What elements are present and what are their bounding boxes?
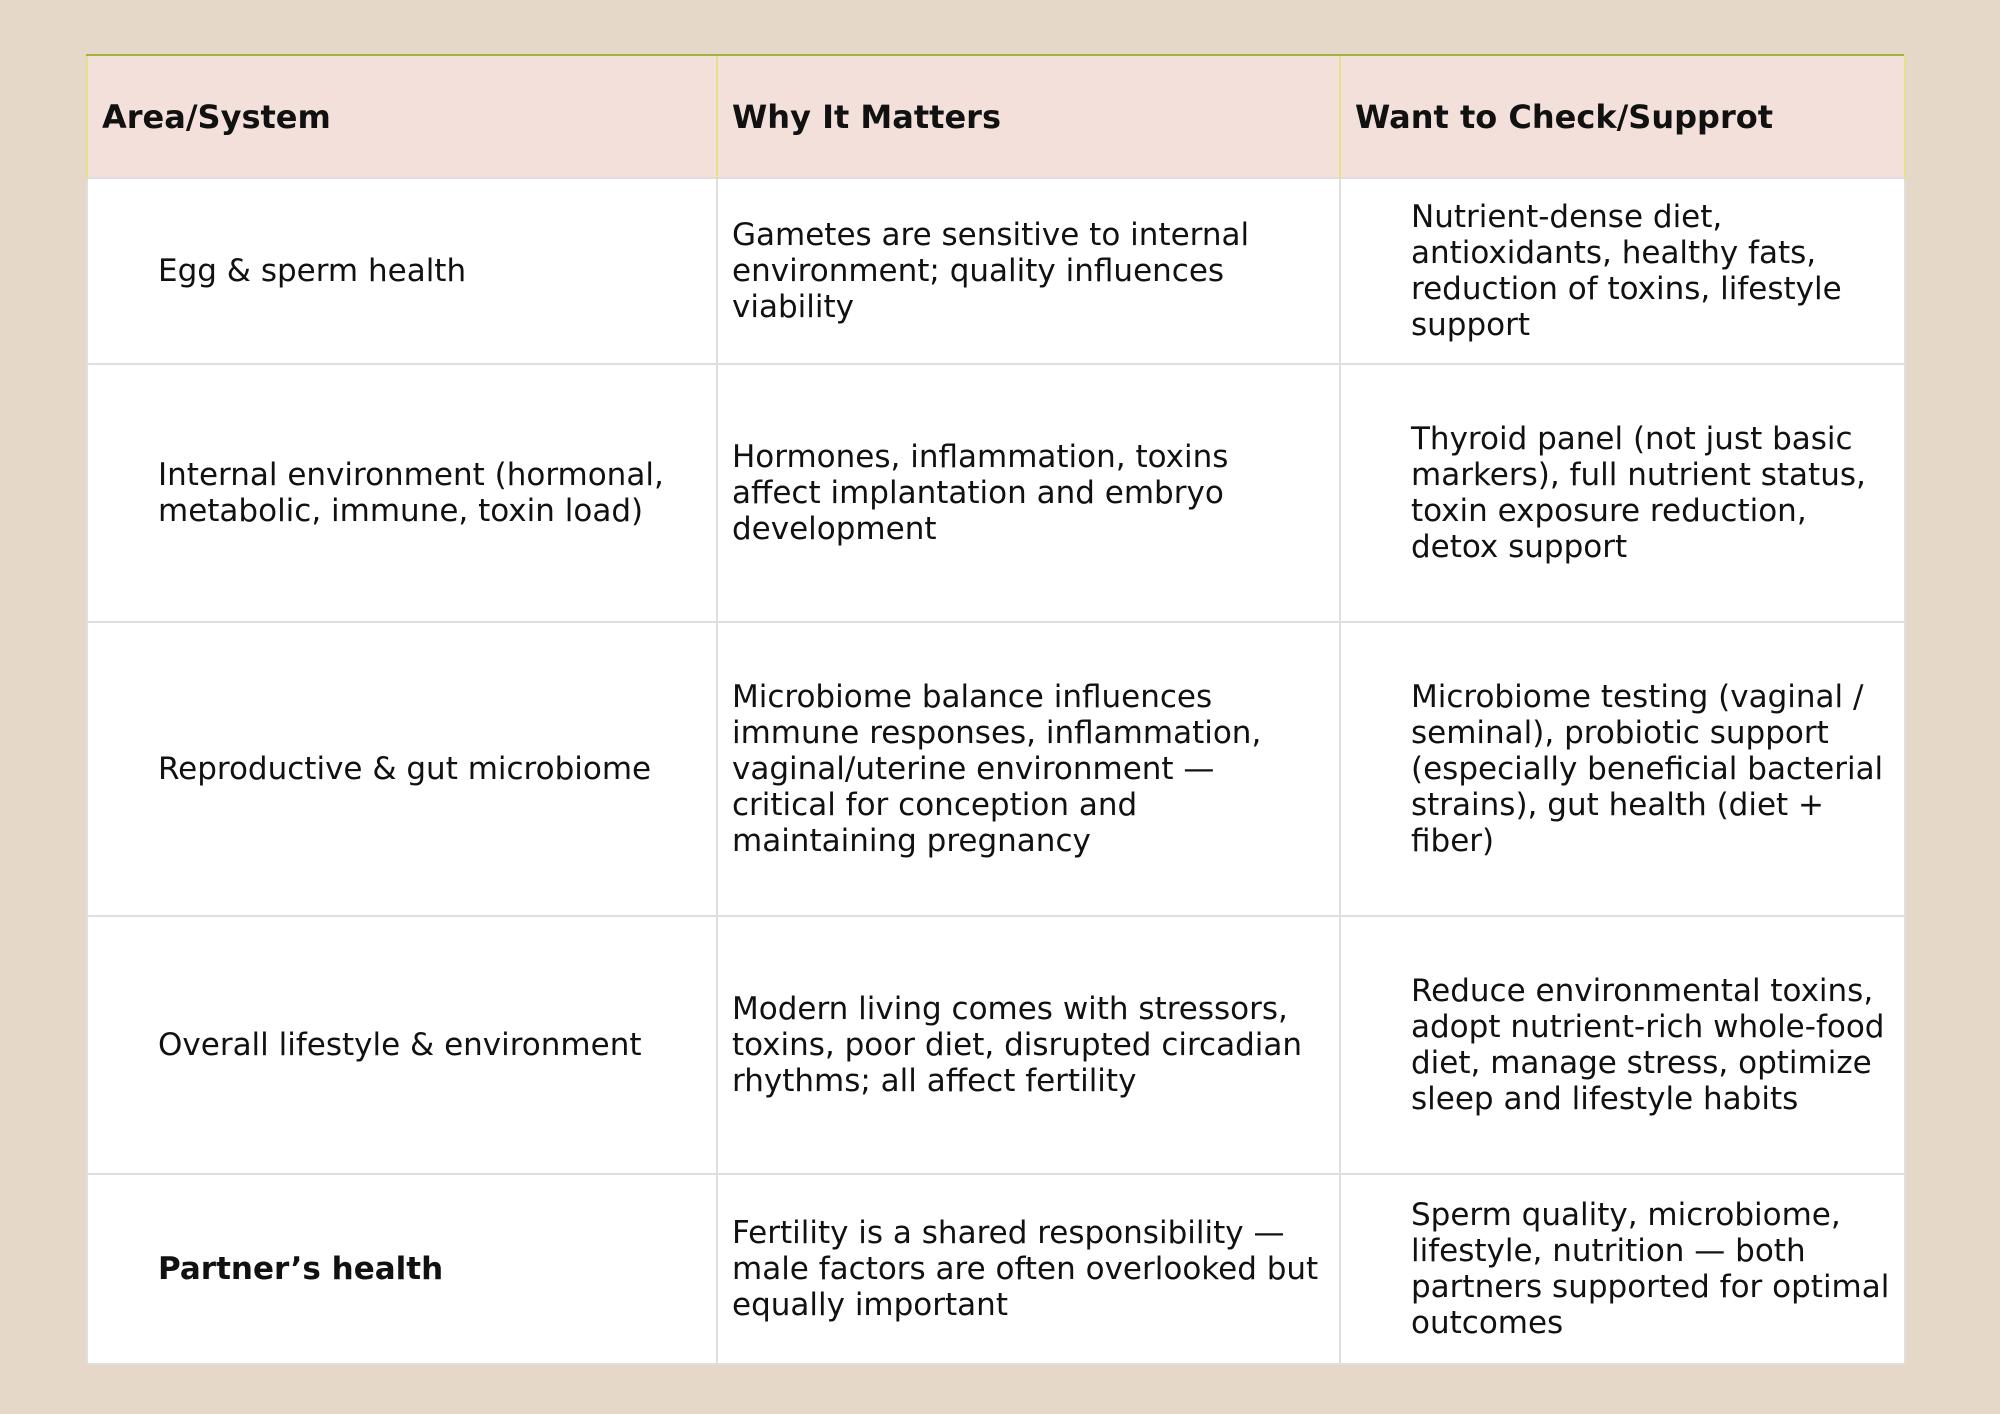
table-row bbox=[87, 1174, 1905, 1364]
area-cell: Reproductive & gut microbiome bbox=[87, 622, 717, 916]
table-header-row bbox=[87, 56, 1905, 178]
table-row bbox=[87, 178, 1905, 364]
want-cell: Microbiome testing (vaginal / seminal), probiotic support (especially beneficial bacterial strains), gut health (diet + fiber) bbox=[1340, 622, 1905, 916]
want-cell: Nutrient-dense diet, antioxidants, healthy fats, reduction of toxins, lifestyle support bbox=[1340, 178, 1905, 364]
why-cell: Fertility is a shared responsibility — male factors are often overlooked but equally important bbox=[717, 1174, 1340, 1364]
why-cell: Microbiome balance influences immune responses, inflammation, vaginal/uterine environment — critical for conception and maintaining pregnancy bbox=[717, 622, 1340, 916]
fertility-support-table bbox=[86, 56, 1906, 1365]
why-cell: Hormones, inflammation, toxins affect implantation and embryo development bbox=[717, 364, 1340, 622]
area-cell: Internal environment (hormonal, metabolic, immune, toxin load) bbox=[87, 364, 717, 622]
header-area-system: Area/System bbox=[87, 56, 717, 178]
why-cell: Gametes are sensitive to internal environment; quality influences viability bbox=[717, 178, 1340, 364]
area-cell: Overall lifestyle & environment bbox=[87, 916, 717, 1174]
table-row bbox=[87, 364, 1905, 622]
header-want-to-check: Want to Check/Supprot bbox=[1340, 56, 1905, 178]
fertility-table-container bbox=[86, 54, 1904, 1365]
want-cell: Thyroid panel (not just basic markers), full nutrient status, toxin exposure reduction, detox support bbox=[1340, 364, 1905, 622]
table-row bbox=[87, 622, 1905, 916]
why-cell: Modern living comes with stressors, toxins, poor diet, disrupted circadian rhythms; all affect fertility bbox=[717, 916, 1340, 1174]
area-cell: Partner’s health bbox=[87, 1174, 717, 1364]
header-why-it-matters: Why It Matters bbox=[717, 56, 1340, 178]
table-row bbox=[87, 916, 1905, 1174]
want-cell: Sperm quality, microbiome, lifestyle, nutrition — both partners supported for optimal outcomes bbox=[1340, 1174, 1905, 1364]
want-cell: Reduce environmental toxins, adopt nutrient-rich whole-food diet, manage stress, optimize sleep and lifestyle habits bbox=[1340, 916, 1905, 1174]
area-cell: Egg & sperm health bbox=[87, 178, 717, 364]
